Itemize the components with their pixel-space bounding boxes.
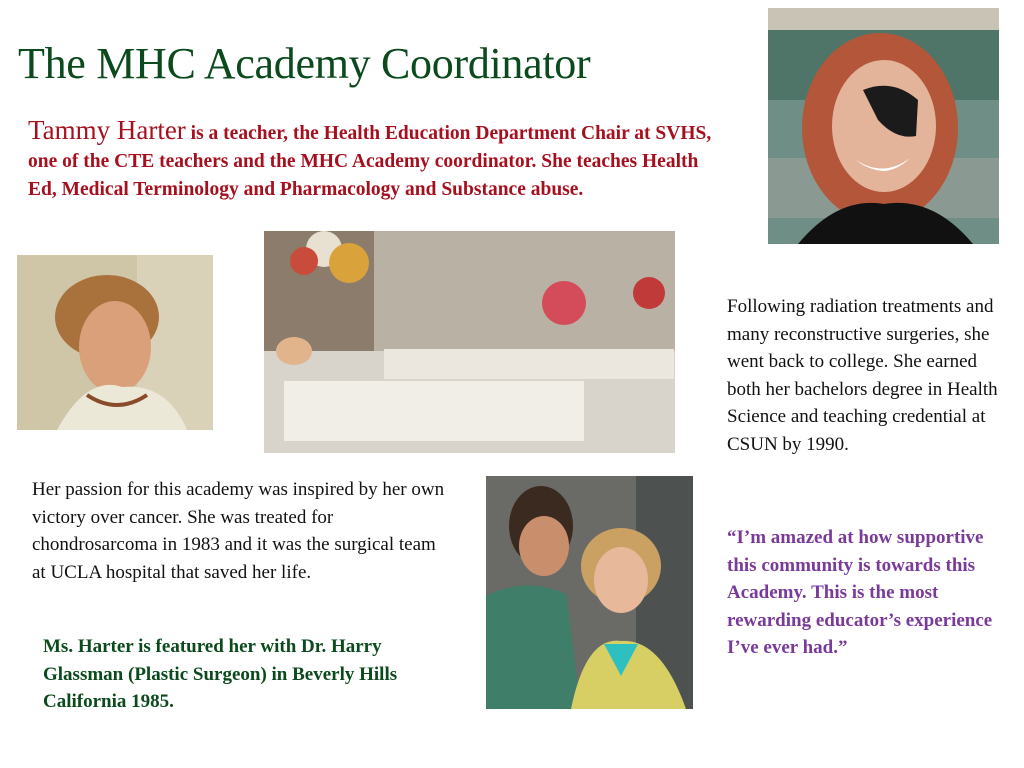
intro-name: Tammy Harter (28, 115, 186, 145)
intro-paragraph (28, 116, 718, 204)
hospital-photo (264, 231, 675, 453)
quote-paragraph: “I’m amazed at how supportive this community is towards this Academy. This is the most rewarding educator’s experience I’ve ever had.” (727, 527, 993, 658)
slide-title: The MHC Academy Coordinator (18, 39, 591, 88)
young-portrait-photo (17, 255, 213, 430)
passion-paragraph: Her passion for this academy was inspired by her own victory over cancer. She was treated for chondrosarcoma in 1983 and it was the surgical team at UCLA hospital that saved her life. (32, 479, 445, 583)
recovery-paragraph: Following radiation treatments and many reconstructive surgeries, she went back to college. She earned both her bachelors degree in Health Science and teaching credential at CSUN by 1990. (727, 296, 998, 455)
photo-caption: Ms. Harter is featured her with Dr. Harry Glassman (Plastic Surgeon) in Beverly Hills California 1985. (43, 636, 398, 712)
intro-text: is a teacher, the Health Education Department Chair at SVHS, one of the CTE teachers and the MHC Academy coordinator. She teaches Health Ed, Medical Terminology and Pharmacology and Substance abuse. (28, 123, 712, 200)
portrait-photo (768, 8, 999, 244)
surgeon-photo (486, 476, 693, 709)
